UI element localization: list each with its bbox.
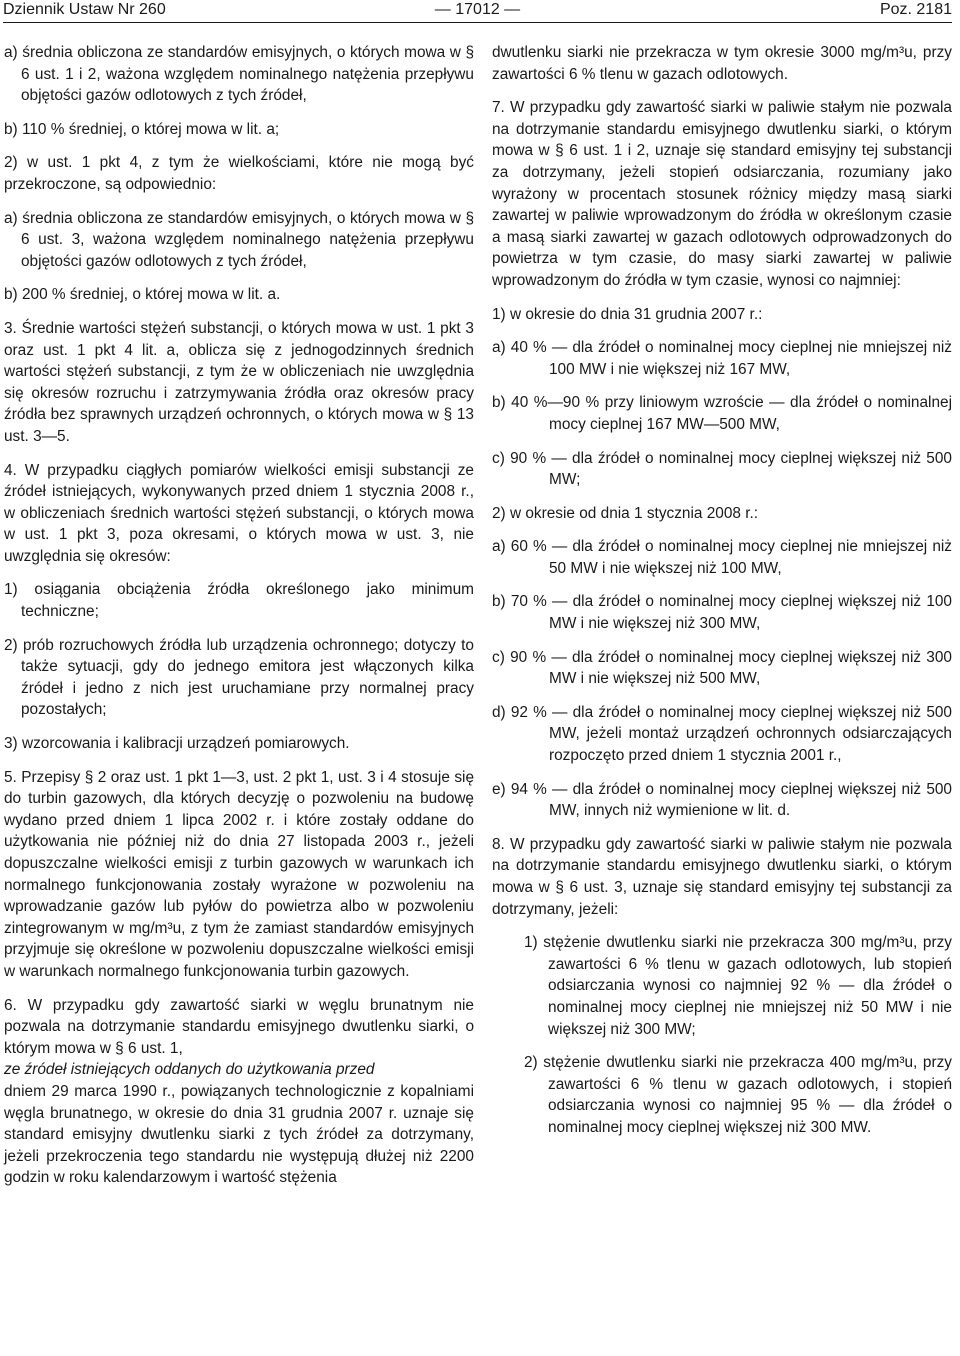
paragraph: 6. W przypadku gdy zawartość siarki w węglu brunatnym nie pozwala na dotrzymanie standardu emisyjnego dwutlenku siarki, o którym mowa w § 6 ust. 1, (4, 996, 474, 1057)
paragraph: 1) stężenie dwutlenku siarki nie przekracza 300 mg/m³u, przy zawartości 6 % tlenu w gazach odlotowych, lub stopień odsiarczania wynosi co najmniej 92 % — dla źródeł o nominalnej mocy cieplnej nie mniejszej niż 50 MW i nie większej niż 300 MW; (524, 934, 952, 1038)
paragraph: b) 70 % — dla źródeł o nominalnej mocy cieplnej większej niż 100 MW i nie większej niż 300 MW, (492, 593, 952, 633)
paragraph: b) 200 % średniej, o której mowa w lit. a. (4, 286, 281, 304)
paragraph: a) 40 % — dla źródeł o nominalnej mocy cieplnej nie mniejszej niż 100 MW i nie większej niż 167 MW, (492, 339, 952, 378)
paragraph: 2) w okresie od dnia 1 stycznia 2008 r.: (492, 504, 759, 522)
paragraph: b) 110 % średniej, o której mowa w lit. a; (4, 120, 280, 138)
paragraph: 8. W przypadku gdy zawartość siarki w paliwie stałym nie pozwala na dotrzymanie standardu emisyjnego dwutlenku siarki, o którym mowa w § 6 ust. 3, uznaje się standard emisyjny tej substancji za dotrzymany, jeżeli: (492, 835, 952, 918)
right-column (492, 42, 952, 1139)
paragraph: 1) osiągania obciążenia źródła określonego jako minimum techniczne; (4, 581, 474, 621)
paragraph: a) 60 % — dla źródeł o nominalnej mocy cieplnej nie mniejszej niż 50 MW i nie większej niż 100 MW, (492, 538, 952, 577)
journal-name: Dziennik Ustaw Nr 260 (3, 1, 166, 18)
paragraph: dwutlenku siarki nie przekracza w tym okresie 3000 mg/m³u, przy zawartości 6 % tlenu w gazach odlotowych. (492, 44, 952, 83)
paragraph: ze źródeł istniejących oddanych do użytkowania przed (4, 1061, 375, 1079)
paragraph: a) średnia obliczona ze standardów emisyjnych, o których mowa w § 6 ust. 1 i 2, ważona względem nominalnego natężenia przepływu objętości gazów odlotowych z tych źródeł, (4, 44, 474, 105)
paragraph: 4. W przypadku ciągłych pomiarów wielkości emisji substancji ze źródeł istniejących, wykonywanych przed dniem 1 stycznia 2008 r., w obliczeniach średnich wartości stężeń substancji, o których mowa w ust. 1 pkt 3, poza okresami, o których mowa w ust. 3, nie uwzględnia się okresów: (4, 461, 474, 565)
paragraph: 2) w ust. 1 pkt 4, z tym że wielkościami, które nie mogą być przekroczone, są odpowiednio: (4, 154, 474, 193)
paragraph: d) 92 % — dla źródeł o nominalnej mocy cieplnej większej niż 500 MW, jeżeli montaż urządzeń ochronnych odsiarczających rozpoczęto przed dniem 1 stycznia 2001 r., (492, 703, 952, 765)
paragraph: 2) prób rozruchowych źródła lub urządzenia ochronnego; dotyczy to także sytuacji, gdy do jednego emitora jest włączonych kilka źródeł i jedno z nich jest uruchamiane przy normalnej pracy pozostałych; (4, 636, 474, 719)
paragraph: 3) wzorcowania i kalibracji urządzeń pomiarowych. (4, 735, 350, 753)
position-number: Poz. 2181 (879, 1, 952, 18)
paragraph: c) 90 % — dla źródeł o nominalnej mocy cieplnej większej niż 300 MW i nie większej niż 500 MW, (492, 648, 952, 688)
paragraph: 5. Przepisy § 2 oraz ust. 1 pkt 1—3, ust. 2 pkt 1, ust. 3 i 4 stosuje się do turbin gazowych, dla których decyzję o pozwoleniu na budowę wydano przed dniem 1 lipca 2002 r. i które zostały oddane do użytkowania nie później niż do dnia 27 listopada 2003 r., jeżeli dopuszczalne wielkości emisji z turbin gazowych w warunkach ich normalnego funkcjonowania zostały wyrażone w pozwoleniu na wprowadzanie gazów lub pyłów do powietrza albo w pozwoleniu zintegrowanym w mg/m³u, z tym że zamiast standardów emisyjnych przyjmuje się określone w pozwoleniu dopuszczalne wielkości emisji w warunkach normalnego funkcjonowania turbin gazowych. (4, 768, 474, 980)
left-column (4, 42, 474, 1189)
paragraph: dniem 29 marca 1990 r., powiązanych technologicznie z kopalniami węgla brunatnego, w okresie do dnia 31 grudnia 2007 r. uznaje się standard emisyjny dwutlenku siarki z tych źródeł za dotrzymany, jeżeli przekroczenia tego standardu nie występują dłużej niż 2200 godzin w roku kalendarzowym i wartość stężenia (4, 1082, 474, 1187)
paragraph: a) średnia obliczona ze standardów emisyjnych, o których mowa w § 6 ust. 3, ważona względem nominalnego natężenia przepływu objętości gazów odlotowych z tych źródeł, (4, 209, 474, 270)
paragraph: b) 40 %—90 % przy liniowym wzroście — dla źródeł o nominalnej mocy cieplnej 167 MW—500 MW, (492, 394, 952, 433)
page-header (3, 0, 952, 23)
paragraph: c) 90 % — dla źródeł o nominalnej mocy cieplnej większej niż 500 MW; (492, 449, 952, 489)
page-number: — 17012 — (434, 1, 521, 18)
paragraph: 2) stężenie dwutlenku siarki nie przekracza 400 mg/m³u, przy zawartości 6 % tlenu w gazach odlotowych, i stopień odsiarczania wynosi co najmniej 95 % — dla źródeł o nominalnej mocy cieplnej większej niż 300 MW. (524, 1054, 952, 1136)
paragraph: 7. W przypadku gdy zawartość siarki w paliwie stałym nie pozwala na dotrzymanie standardu emisyjnego dwutlenku siarki, o którym mowa w § 6 ust. 1 i 2, uznaje się standard emisyjny tej substancji za dotrzymany, jeżeli stopień odsiarczania, rozumiany jako wyrażony w procentach stosunek różnicy między masą siarki zawartej w paliwie wprowadzonym do źródła w określonym czasie a masą siarki zawartej w gazach odlotowych odprowadzonych do powietrza w tym czasie, do masy siarki zawartej w paliwie wprowadzonym do źródła w tym czasie, wynosi co najmniej: (492, 99, 952, 289)
paragraph: 1) w okresie do dnia 31 grudnia 2007 r.: (492, 305, 763, 323)
paragraph: 3. Średnie wartości stężeń substancji, o których mowa w ust. 1 pkt 3 oraz ust. 1 pkt 4 lit. a, oblicza się z jednogodzinnych średnich wartości stężeń substancji, z tym że w obliczeniach nie uwzględnia się okresów rozruchu i zatrzymywania źródła oraz okresów pracy źródła bez sprawnych urządzeń ochronnych, o których mowa w § 13 ust. 3—5. (4, 319, 474, 445)
paragraph: e) 94 % — dla źródeł o nominalnej mocy cieplnej większej niż 500 MW, innych niż wymienione w lit. d. (492, 780, 952, 820)
